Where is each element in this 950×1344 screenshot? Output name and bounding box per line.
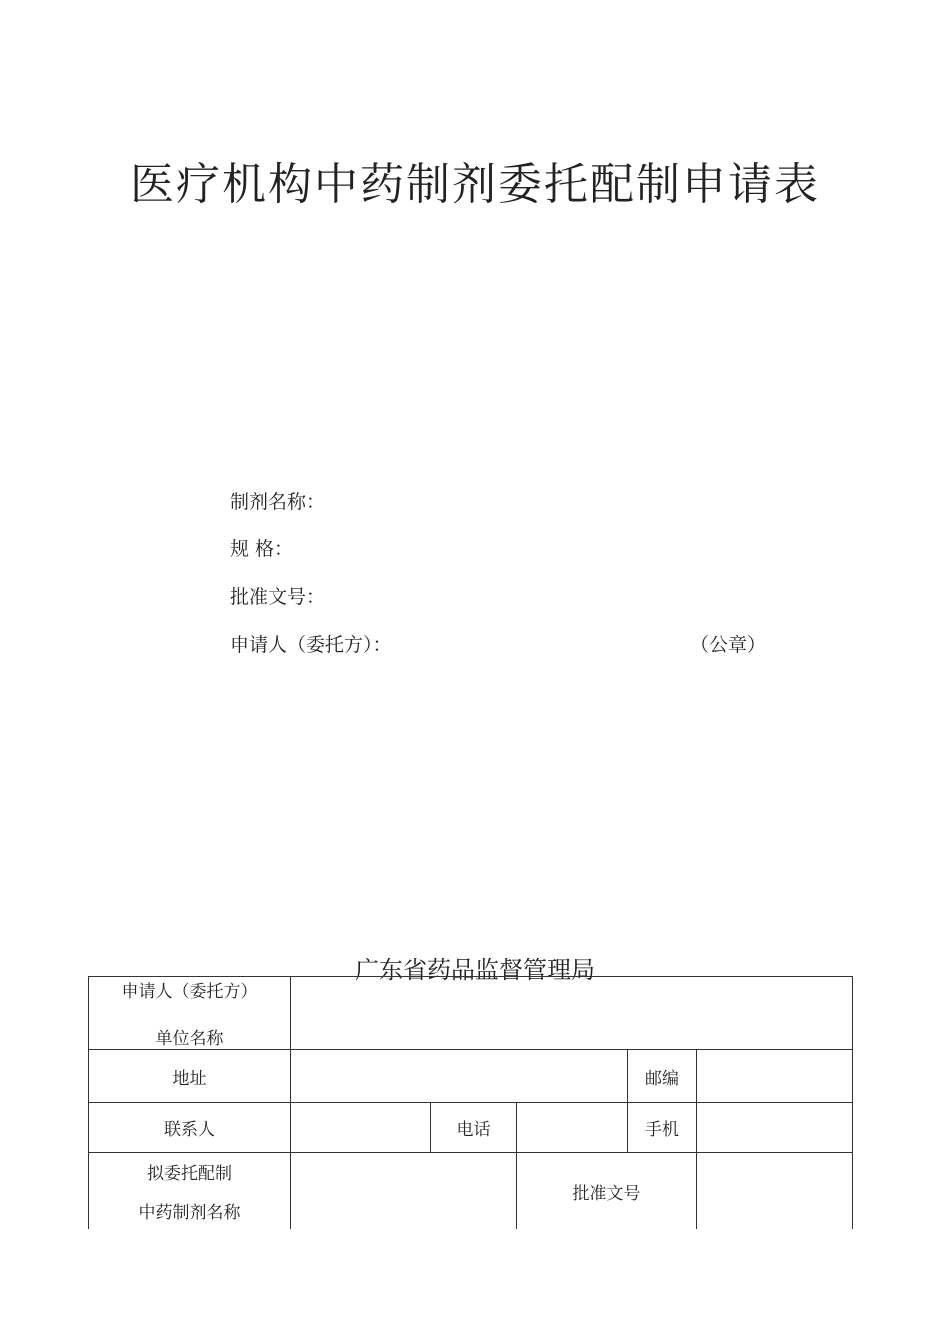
official-seal-label: （公章） (690, 634, 767, 656)
address-label: 地址 (89, 1050, 291, 1103)
applicant-label-line1: 申请人（委托方） (121, 982, 258, 1002)
applicant-unit-name-value[interactable] (291, 977, 853, 1050)
preparation-name-value[interactable] (291, 1153, 517, 1230)
phone-label: 电话 (431, 1103, 517, 1153)
applicant-label: 申请人（委托方）： (230, 634, 392, 656)
applicant-label-line2: 单位名称 (155, 1029, 224, 1049)
approval-number-label: 批准文号： (230, 586, 326, 608)
page-title: 医疗机构中药制剂委托配制申请表 (130, 159, 820, 210)
phone-value[interactable] (517, 1103, 628, 1153)
contact-value[interactable] (291, 1103, 431, 1153)
preparation-name-label (89, 1153, 291, 1230)
prep-label-line1: 拟委托配制 (147, 1164, 232, 1184)
issuing-authority: 广东省药品监督管理局 (355, 956, 595, 984)
prep-label-line2: 中药制剂名称 (138, 1203, 241, 1223)
table-row (89, 1103, 853, 1153)
postcode-value[interactable] (697, 1050, 853, 1103)
approval-number-value[interactable] (697, 1153, 853, 1230)
application-form-table (88, 976, 853, 1229)
applicant-unit-name-label (89, 977, 291, 1050)
approval-number-table-label: 批准文号 (517, 1153, 697, 1230)
table-row (89, 1153, 853, 1230)
specification-label: 规 格： (230, 538, 294, 560)
address-value[interactable] (291, 1050, 628, 1103)
table-row (89, 977, 853, 1050)
postcode-label: 邮编 (628, 1050, 697, 1103)
mobile-label: 手机 (628, 1103, 697, 1153)
table-row (89, 1050, 853, 1103)
preparation-name-label: 制剂名称： (230, 491, 326, 513)
mobile-value[interactable] (697, 1103, 853, 1153)
contact-label: 联系人 (89, 1103, 291, 1153)
